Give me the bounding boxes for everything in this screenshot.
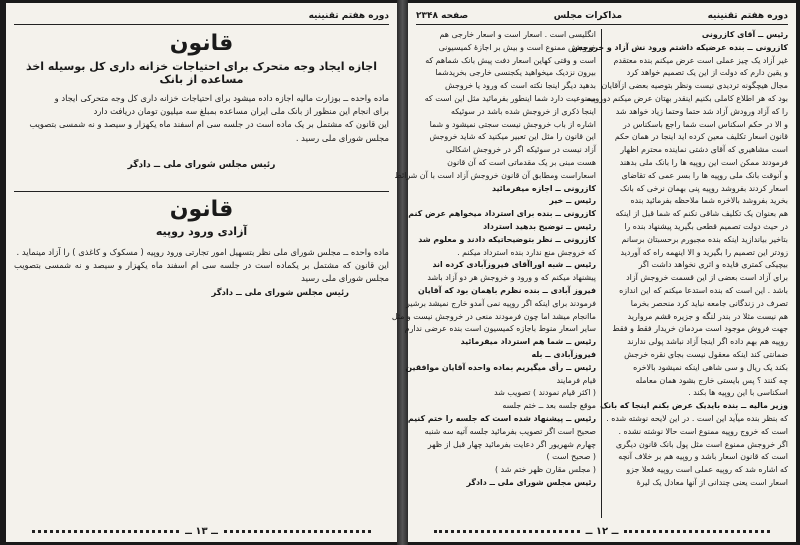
column-divider [601, 29, 602, 518]
text-line: که بنظر بنده میآید این است . در این لایحه نوشته شده . [606, 413, 788, 423]
text-line: تصرف در زندگانی جامعه نباید کرد منحصر بخرما [630, 298, 788, 308]
text-line: و آنوقت بانک ملی روپیه ها را بسر عمی که تقاضای [621, 170, 788, 180]
law-2-line: این قانون که مشتمل بر یکماده است در جلسه سی ام اسفند ماه یکهزار و سیصد و نه شمسی بتصویب مجلس شورای ملی رسید [14, 260, 389, 284]
text-line: رئیس ــ توضیح بدهید استرداد [483, 221, 596, 231]
text-line: رئیس مجلس شورای ملی ــ دادگر [466, 477, 596, 487]
right-page [391, 3, 796, 542]
right-header-title: مذاکرات مجلس [553, 10, 623, 21]
text-line: زودتر این تصمیم را بگیرید و الا اینهمه راه که آوردید [620, 247, 788, 257]
text-line: است مشاهیری که آقای دشتی نماینده محترم اظهار [620, 145, 788, 155]
text-line: خروجش ممنوع است و بیش بر اجازهٔ کمیسیونی [438, 42, 596, 52]
law-1-line: ماده واحده ــ بوزارت مالیه اجازه داده میشود برای احتیاجات خزانه داری کل وجه متحرکی ایجاد و [54, 93, 389, 103]
right-page-header [416, 9, 788, 25]
law-2-subtitle: آزادی ورود روپیه [155, 225, 248, 238]
text-line: پیشنهاد میکنم که و ورود و خروجش هر دو آزاد باشد [427, 273, 596, 283]
text-line: رئیس ــ پیشنهاد شده است که جلسه را ختم کنیم [407, 413, 596, 423]
text-line: بود که هر اطلاع کاملی بکنیم اینقدر بهتان عرض میکنم دوروپیه [586, 93, 788, 103]
text-line: اگر خروجش ممنوع است مثل پول بانک قانون دیگری [615, 439, 788, 449]
text-line: باشد . این است که بنده استدعا میکنم که این اندازه [619, 285, 788, 295]
text-line: جهت فروش موجود است مردمان خریدار فقط و فقط [612, 324, 788, 334]
book-spine [397, 0, 408, 545]
law-2 [14, 197, 389, 299]
text-line: اسعار است یعنی چندانی از آنها معادل یک لیرهٔ [636, 477, 788, 487]
text-line: کازرونی ــ بنده برای استرداد میخواهم عرض کنم [408, 209, 596, 219]
law-1-signature: رئیس مجلس شورای ملی ــ دادگر [127, 159, 276, 170]
right-header-page: صفحه ۲۳۴۸ [416, 10, 469, 21]
text-line: آزاد نیست در سوئیکه اگر در خروجش اشکالی [446, 145, 596, 155]
text-line: هم بعنوان یک تکلیف شاقی نکنم که شما قبل از اینکه [615, 209, 788, 219]
text-line: که اشاره شد که روپیه عملی است روپیه فعلا جزو [626, 465, 788, 475]
text-line: بیچیکی کمتری فایده و اثری نخواهد داشت اگر [638, 260, 788, 270]
text-line: ضمانتی کند اینکه معقول نیست بجای نقره خرجش [624, 349, 788, 359]
text-line: ممنوعیت دارد شما اینطور بفرمائید مثل این است که [424, 93, 596, 103]
right-page-number: ــ ۱۲ ــ [585, 525, 619, 537]
left-page [6, 3, 397, 542]
text-line: روپیه هم بهم داده اگر اینجا آزاد نباشد پولی ندارند [627, 337, 788, 347]
divider [14, 191, 389, 192]
text-line: قانون اسعار تکلیف معین کرده اید اینجا در همان حکم [614, 132, 788, 142]
text-line: بتاخیر بیاندازید اینکه بنده مجبورم برحسبتان برسانم [621, 234, 788, 244]
law-1-line: برای انجام این منظور از بانک ملی ایران مساعده بمبلغ سه میلیون تومان دریافت دارد [93, 106, 389, 117]
text-line: سایر اسعار منوط باجازه کمیسیون است بنده عرضی ندارم [404, 324, 596, 334]
law-2-signature: رئیس مجلس شورای ملی ــ دادگر [211, 286, 349, 297]
text-line: ( صحیح است ) [546, 452, 596, 462]
text-line: فرمودند ممکن است این روپیه ها را بانک ملی بدهند [619, 157, 788, 167]
text-line: چه کنند ؟ پس بایستی خارج بشود همان معامله [635, 375, 788, 385]
law-1-line: مجلس شورای ملی رسید . [295, 132, 389, 143]
text-line: موقع جلسه بعد ــ ختم جلسه [502, 401, 596, 411]
law-2-body [14, 246, 389, 299]
text-line: چهارم شهریور اگر دعایت بفرمائید چهار قبل از ظهر [427, 439, 596, 449]
text-line: رئیس ــ خیر [549, 196, 596, 206]
text-line: غیر آزاد یک چیز عملی است عرض میکنم بنده معتقدم [613, 55, 788, 65]
text-line: ( اکثر قیام نمودند ) تصویب شد [494, 388, 596, 398]
text-line: را که آزاد ورودش آزاد شد حتما وحتما زیاد خواهد شد [615, 106, 788, 116]
text-line: کازرونی ــ بنده عرضیکه داشتم ورود نش آزاد و خروجش [571, 42, 788, 52]
text-line: رئیس ــ شبه اوراآقای فیروزآبادی کرده اند [432, 260, 596, 270]
text-line: در حیث دولت تصمیم قطعی بگیرید پیشنهاد بنده را [624, 221, 788, 231]
law-2-line: ماده واحده ــ مجلس شورای ملی نظر بتسهیل امور تجارتی ورود روپیه ( مسکوک و کاغذی ) را آزاد مینماید . [16, 247, 389, 257]
text-line: اسعاراست ومطابق آن قانون خروجش آزاد است با آن شرائط [394, 170, 596, 180]
text-line: رئیس ــ آقای کازرونی [701, 30, 788, 39]
left-page-footer [26, 524, 377, 538]
text-line: بیرون نزدیک میخواهید یکجنسی خارجی بخریدشما [435, 68, 596, 78]
text-line: بدهید دیگر اینجا نکته است که ورود یا خروجش [444, 81, 596, 91]
text-line: است که قانون اسعار باشد و روپیه هم بر خلاف آنچه [618, 452, 788, 462]
text-line: اسعار کردند بفروشد روپیه پنی بهمان نرخی که بانک [620, 183, 788, 193]
law-1 [14, 31, 389, 172]
text-line: مجال هیچگونه تردیدی نیست ونظر بتوصیه بعضی ازآقایان [601, 81, 788, 91]
text-line: قیام فرمایند [556, 375, 596, 385]
text-line: فرمودند برای اینکه اگر روپیه نمی آمدو خارج نمیشد برشیر [406, 298, 596, 308]
text-line: بخرید بفروشد بالاخره شما ملاحظه بفرمائید بنده [630, 196, 788, 206]
text-line: هست مبنی بر یک مقدماتی است که آن قانون [447, 157, 596, 167]
text-line: کازرونی ــ نظر بتوضیحاتیکه دادند و معلوم شد [418, 234, 596, 244]
text-line: کازرونی ــ اجازه میفرمائید [492, 183, 596, 193]
text-line: و الا در حکم اسکناس است شما راجع باسکناس در [623, 119, 788, 129]
text-line: انگلیسی است . اسعار است و اسعار خارجی هم [439, 30, 596, 39]
law-1-heading: اجازه ایجاد وجه متحرک برای احتیاجات خزانه داری کل بوسیله اخذ مساعده از بانک [25, 60, 377, 86]
text-line: صحیح است اگر تصویب بفرمائید جلسه آتیه سه شنبه [424, 426, 596, 436]
left-page-number: ــ ۱۳ ــ [185, 525, 218, 537]
left-column [391, 29, 596, 518]
text-line: رئیس ــ رأی میگیریم بماده واحده آقایان موافقین [405, 362, 596, 372]
text-line: فیروزآبادی ــ بله [531, 349, 596, 359]
text-line: فیروز آبادی ــ بنده نظرم باهمان بود که آقایان [418, 285, 596, 295]
text-line: اشاره از باب خروجش نیست سجتی نمیشود و شما [429, 119, 596, 129]
text-line: اسکناسی با این روپیه ها بکند . [688, 388, 788, 398]
left-page-header [14, 9, 389, 25]
law-1-title: قانون [169, 31, 234, 56]
text-line: بکند یک ریال و سی شاهی اینکه نمیشود بالاخره [633, 362, 788, 372]
text-line: هم نیست مثلا در بندر لنگه و جزیره قشم مروارید [627, 311, 788, 321]
text-line: که خروجش منع ندارد بنده استرداد میکنم . [457, 247, 596, 257]
text-line: و یقین دارم که دولت از این یک تصمیم خواهد کرد [626, 68, 788, 78]
text-line: برای آزاد است بعضی از این قسمت خروجش آزاد [626, 273, 788, 283]
text-line: ماانجام میشد اما چون فرمودند منعی در خروجش نیست و مثل [391, 311, 596, 321]
left-header-term: دوره هفتم تقنینیه [308, 10, 389, 21]
text-line: ( مجلس مقارن ظهر ختم شد ) [495, 465, 596, 475]
law-2-title: قانون [169, 197, 234, 222]
law-1-body [14, 92, 389, 145]
law-1-line: این قانون که مشتمل بر یک ماده است در جلسه سی ام اسفند ماه یکهزار و سیصد و نه شمسی بتصویب [29, 119, 389, 130]
text-line: است و وقتی کهاین اسعار دفت پیش بانک شماهم که [425, 55, 596, 65]
text-line: اینجا ذکری از خروجش شده باشد در سوئیکه [450, 106, 596, 116]
text-line: است که خروج روپیه ممنوع است حالا نوشته نشده . [618, 426, 788, 436]
text-line: این قانون را مثل این تعبیر میکنید که شاید خروجش [429, 132, 596, 142]
text-line: رئیس ــ شما هم استرداد میفرمائید [460, 337, 596, 347]
right-page-footer [428, 524, 776, 538]
text-line: وزیر مالیه ــ بنده بایدیک عرض بکنم اینجا که بانک [600, 401, 788, 411]
right-header-term: دوره هفتم تقنینیه [707, 10, 788, 21]
